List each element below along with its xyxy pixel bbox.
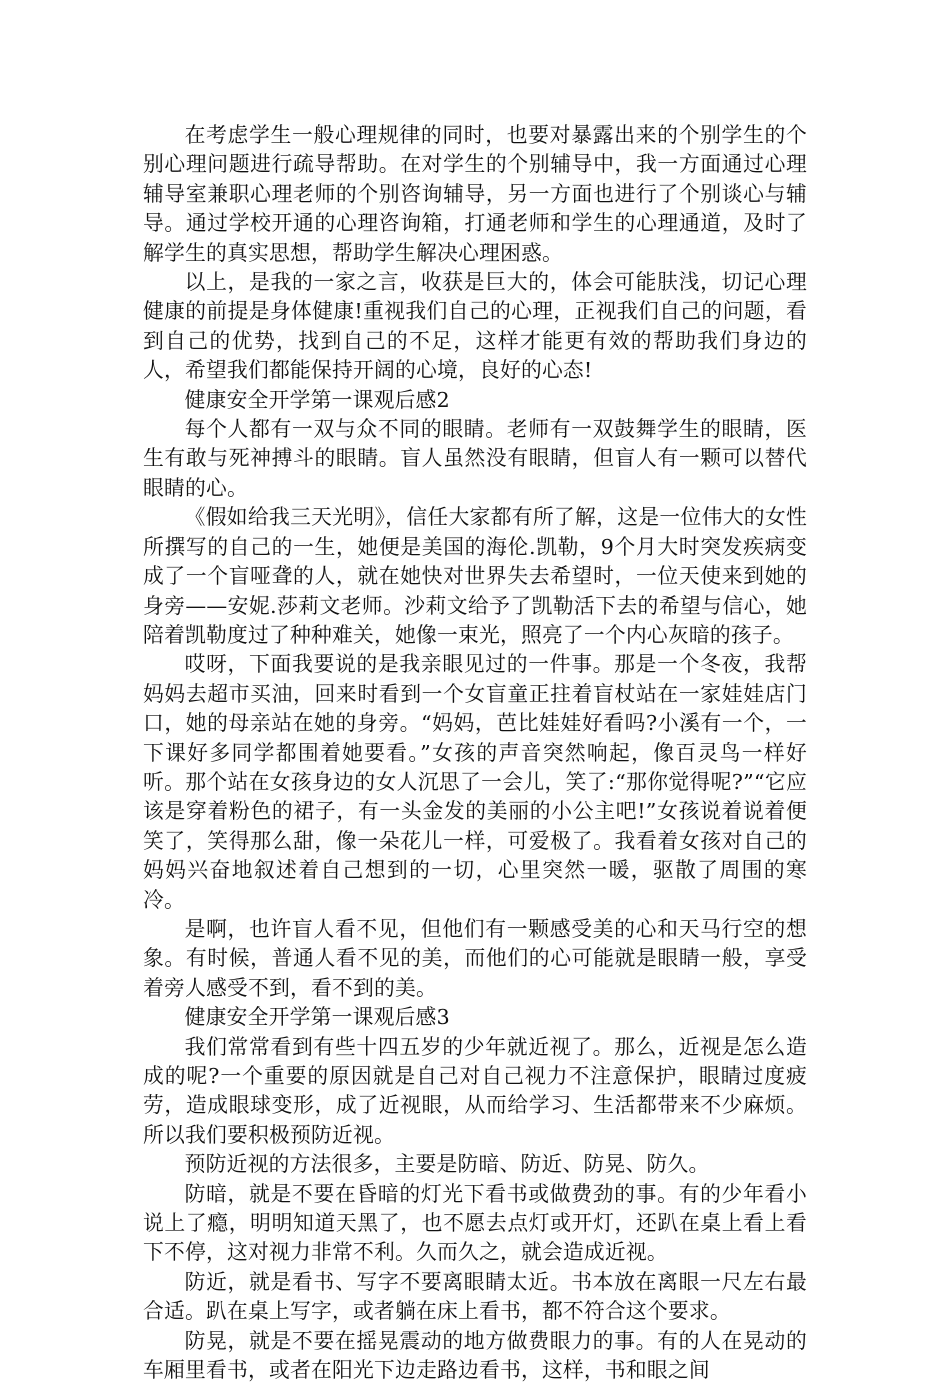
paragraph: 哎呀，下面我要说的是我亲眼见过的一件事。那是一个冬夜，我帮妈妈去超市买油，回来时看到一个女盲童正拄着盲杖站在一家娃娃店门口，她的母亲站在她的身旁。“妈妈，芭比娃娃好看吗?小溪有一个，一下课好多同学都围着她要看。”女孩的声音突然响起，像百灵鸟一样好听。那个站在女孩身边的女人沉思了一会儿，笑了:“那你觉得呢?”“它应该是穿着粉色的裙子，有一头金发的美丽的小公主吧!”女孩说着说着便笑了，笑得那么甜，像一朵花儿一样，可爱极了。我看着女孩对自己的妈妈兴奋地叙述着自己想到的一切，心里突然一暖，驱散了周围的寒冷。 (143, 652, 807, 912)
section-heading: 健康安全开学第一课观后感3 (184, 1005, 450, 1030)
paragraph: 以上，是我的一家之言，收获是巨大的，体会可能肤浅，切记心理健康的前提是身体健康!重视我们自己的心理，正视我们自己的问题，看到自己的优势，找到自己的不足，这样才能更有效的帮助我们身边的人，希望我们都能保持开阔的心境，良好的心态! (143, 270, 807, 383)
paragraph: 我们常常看到有些十四五岁的少年就近视了。那么，近视是怎么造成的呢?一个重要的原因就是自己对自己视力不注意保护，眼睛过度疲劳，造成眼球变形，成了近视眼，从而给学习、生活都带来不少麻烦。所以我们要积极预防近视。 (143, 1034, 807, 1147)
document-page (143, 121, 807, 1385)
section-heading: 健康安全开学第一课观后感2 (184, 387, 450, 412)
paragraph: 防近，就是看书、写字不要离眼睛太近。书本放在离眼一尺左右最合适。趴在桌上写字，或者躺在床上看书，都不符合这个要求。 (143, 1269, 807, 1324)
paragraph: 《假如给我三天光明》，信任大家都有所了解，这是一位伟大的女性所撰写的自己的一生，她便是美国的海伦.凯勒，9个月大时突发疾病变成了一个盲哑聋的人，就在她快对世界失去希望时，一位天使来到她的身旁——安妮.莎莉文老师。沙莉文给予了凯勒活下去的希望与信心，她陪着凯勒度过了种种难关，她像一束光，照亮了一个内心灰暗的孩子。 (143, 505, 807, 647)
paragraph: 是啊，也许盲人看不见，但他们有一颗感受美的心和天马行空的想象。有时候，普通人看不见的美，而他们的心可能就是眼睛一般，享受着旁人感受不到，看不到的美。 (143, 916, 807, 1000)
paragraph: 防暗，就是不要在昏暗的灯光下看书或做费劲的事。有的少年看小说上了瘾，明明知道天黑了，也不愿去点灯或开灯，还趴在桌上看上看下不停，这对视力非常不利。久而久之，就会造成近视。 (143, 1181, 807, 1265)
paragraph: 在考虑学生一般心理规律的同时，也要对暴露出来的个别学生的个别心理问题进行疏导帮助。在对学生的个别辅导中，我一方面通过心理辅导室兼职心理老师的个别咨询辅导，另一方面也进行了个别谈心与辅导。通过学校开通的心理咨询箱，打通老师和学生的心理通道，及时了解学生的真实思想，帮助学生解决心理困惑。 (143, 123, 807, 265)
paragraph: 预防近视的方法很多，主要是防暗、防近、防晃、防久。 (184, 1152, 710, 1177)
paragraph: 防晃，就是不要在摇晃震动的地方做费眼力的事。有的人在晃动的车厢里看书，或者在阳光下边走路边看书，这样，书和眼之间 (143, 1328, 807, 1383)
paragraph: 每个人都有一双与众不同的眼睛。老师有一双鼓舞学生的眼睛，医生有敢与死神搏斗的眼睛。盲人虽然没有眼睛，但盲人有一颗可以替代眼睛的心。 (143, 417, 807, 500)
